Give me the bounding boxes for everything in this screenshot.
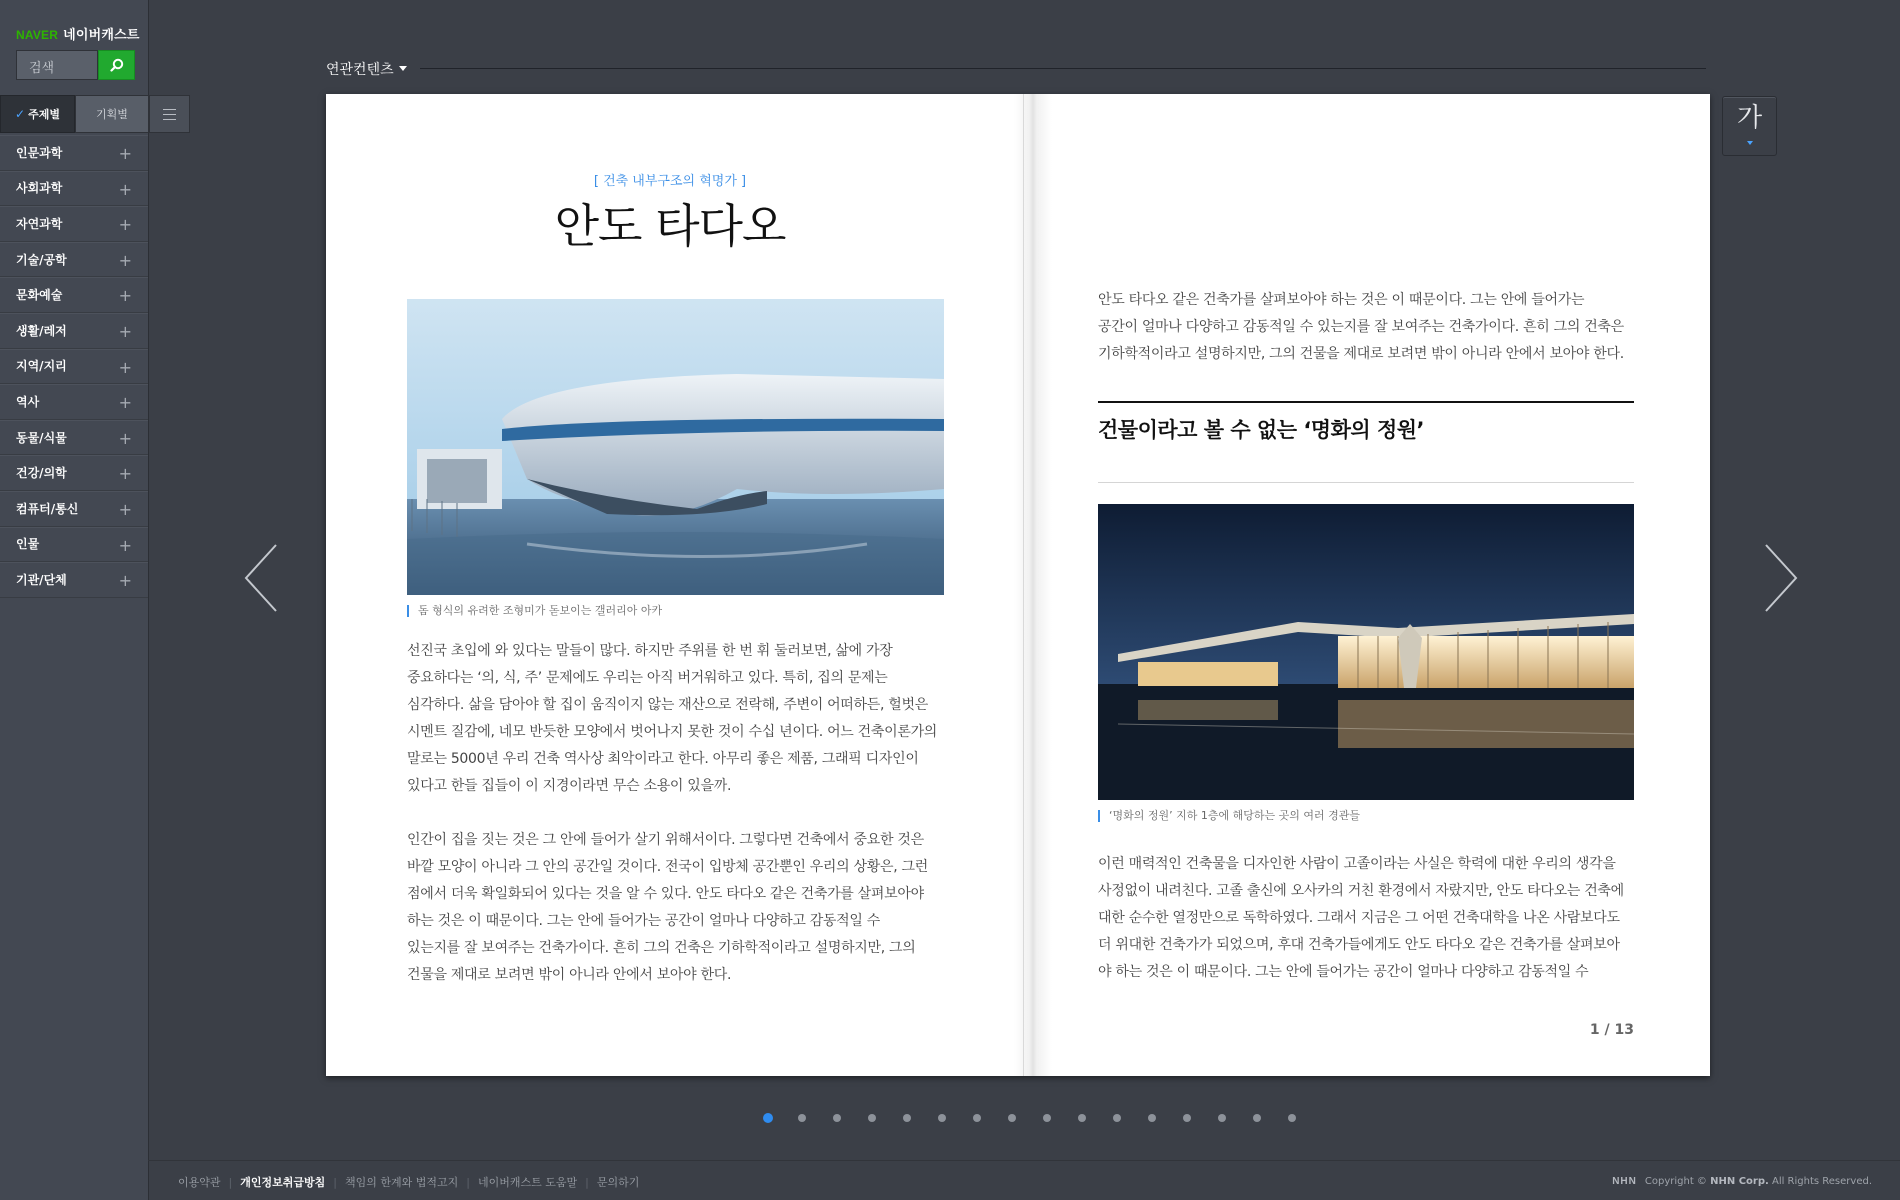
text-line: 공간이 얼마나 다양하고 감동적일 수 있는지를 잘 보여주는 건축가이다. 흔히 그의 건축은 <box>1098 319 1624 335</box>
copyright-company: NHN Corp. <box>1710 1176 1769 1187</box>
logo-brand: NAVER <box>16 28 59 42</box>
sidebar-category-label: 지역/지리 <box>16 359 67 374</box>
text-line: 더 위대한 건축가가 되었으며, 후대 건축가들에게도 안도 타다오 같은 건축가를 살펴보아 <box>1098 937 1620 953</box>
page-dot[interactable] <box>973 1114 981 1122</box>
text-line: 있다고 한들 집들이 이 지경이라면 무슨 소용이 있을까. <box>407 778 732 794</box>
copyright-rights: All Rights Reserved. <box>1768 1176 1872 1187</box>
page-dot[interactable] <box>868 1114 876 1122</box>
expand-plus-icon[interactable]: + <box>118 393 132 413</box>
text-line: 하는 것은 이 때문이다. 그는 안에 들어가는 공간이 얼마나 다양하고 감동적일 수 <box>407 913 880 929</box>
page-dot[interactable] <box>1078 1114 1086 1122</box>
sidebar-category-label: 역사 <box>16 394 40 409</box>
section-heading: 건물이라고 볼 수 없는 ‘명화의 정원’ <box>1098 418 1425 442</box>
copyright <box>1612 1176 1872 1187</box>
text-line: 중요하다는 ‘의, 식, 주’ 문제에도 우리는 아직 버거워하고 있다. 특히, 집의 문제는 <box>407 670 888 686</box>
footer-links <box>178 1174 639 1190</box>
footer-divider <box>148 1160 1900 1161</box>
text-line: 안도 타다오 같은 건축가를 살펴보아야 하는 것은 이 때문이다. 그는 안에 들어가는 <box>1098 292 1585 308</box>
sidebar <box>0 0 149 1200</box>
article-book <box>326 94 1710 1076</box>
expand-plus-icon[interactable]: + <box>118 357 132 377</box>
sidebar-category-label: 인문과학 <box>16 145 63 160</box>
footer-link[interactable]: 문의하기 <box>596 1176 640 1189</box>
sidebar-category-label: 동물/식물 <box>16 430 67 445</box>
sidebar-category-item[interactable] <box>0 527 148 563</box>
right-paragraph-2 <box>1098 851 1658 986</box>
expand-plus-icon[interactable]: + <box>118 286 132 306</box>
text-line: 시멘트 질감에, 네모 반듯한 모양에서 벗어나지 못한 것이 수십 년이다. 어느 건축이론가의 <box>407 724 938 740</box>
footer-separator: | <box>333 1176 337 1189</box>
page-dot[interactable] <box>1043 1114 1051 1122</box>
page-dot[interactable] <box>1113 1114 1121 1122</box>
expand-plus-icon[interactable]: + <box>118 179 132 199</box>
article-kicker: [ 건축 내부구조의 혁명가 ] <box>593 174 747 189</box>
expand-plus-icon[interactable]: + <box>118 428 132 448</box>
heading-top-rule <box>1098 401 1634 403</box>
caret-down-icon <box>1747 141 1753 145</box>
right-image-caption: ‘명화의 정원’ 지하 1층에 해당하는 곳의 여러 경관들 <box>1098 810 1360 822</box>
text-line: 선진국 초입에 와 있다는 말들이 많다. 하지만 주위를 한 번 휘 둘러보면, 삶에 가장 <box>407 643 893 659</box>
sidebar-category-label: 기술/공학 <box>16 252 67 267</box>
building-image <box>407 299 944 595</box>
right-paragraph-1 <box>1098 287 1658 368</box>
footer-link[interactable]: 개인정보취급방침 <box>240 1176 326 1189</box>
expand-plus-icon[interactable]: + <box>118 215 132 235</box>
logo-name: 네이버캐스트 <box>63 28 140 43</box>
text-line: 점에서 더욱 확일화되어 있다는 것을 알 수 있다. 안도 타다오 같은 건축가를 살펴보아야 <box>407 886 924 902</box>
sidebar-category-label: 생활/레저 <box>16 323 67 338</box>
footer-separator: | <box>585 1176 589 1189</box>
page-dot[interactable] <box>903 1114 911 1122</box>
footer-separator: | <box>228 1176 233 1189</box>
sidebar-category-item[interactable] <box>0 491 148 527</box>
naver-cast-logo[interactable] <box>16 24 140 43</box>
article-title: 안도 타다오 <box>554 199 786 253</box>
expand-plus-icon[interactable]: + <box>118 250 132 270</box>
sidebar-category-item[interactable] <box>0 277 148 313</box>
text-line: 사정없이 내려친다. 고졸 출신에 오사카의 거친 환경에서 자랐지만, 안도 타다오는 건축에 <box>1098 883 1624 899</box>
page-dot[interactable] <box>798 1114 806 1122</box>
divider <box>420 68 1706 69</box>
copyright-prefix: Copyright © <box>1644 1176 1711 1187</box>
sidebar-category-item[interactable] <box>0 171 148 207</box>
garden-photo <box>1098 504 1634 800</box>
category-list <box>0 135 148 598</box>
page-dot[interactable] <box>1148 1114 1156 1122</box>
galleria-photo <box>407 299 944 595</box>
sidebar-category-item[interactable] <box>0 206 148 242</box>
left-paragraph-2 <box>407 827 967 989</box>
page-number: 1 / 13 <box>1589 1022 1634 1038</box>
page-dot[interactable] <box>833 1114 841 1122</box>
footer-separator: | <box>466 1176 470 1189</box>
font-size-label: 가 <box>1736 103 1763 133</box>
search-input[interactable]: 검색 <box>16 50 98 80</box>
menu-button[interactable] <box>149 95 190 133</box>
night-building-image <box>1098 504 1634 800</box>
sidebar-category-item[interactable] <box>0 242 148 278</box>
sidebar-category-label: 기관/단체 <box>16 572 67 587</box>
left-paragraph-1 <box>407 638 967 800</box>
text-line: 건물을 제대로 보려면 밖이 아니라 안에서 보아야 한다. <box>407 967 732 983</box>
next-page-arrow-icon[interactable] <box>1760 543 1800 613</box>
sidebar-category-label: 컴퓨터/통신 <box>16 501 79 516</box>
sidebar-category-label: 인물 <box>16 537 40 552</box>
expand-plus-icon[interactable]: + <box>118 144 132 163</box>
caret-down-icon[interactable] <box>399 66 407 71</box>
sidebar-category-item[interactable] <box>0 384 148 420</box>
search-button[interactable] <box>98 50 135 80</box>
text-line: 이런 매력적인 건축물을 디자인한 사람이 고졸이라는 사실은 학력에 대한 우리의 생각을 <box>1098 856 1616 872</box>
text-line: 야 하는 것은 이 때문이다. 그는 안에 들어가는 공간이 얼마나 다양하고 감동적일 수 <box>1098 964 1589 980</box>
sidebar-category-item[interactable] <box>0 455 148 491</box>
tab-plan[interactable] <box>75 95 149 133</box>
page-dot[interactable] <box>1008 1114 1016 1122</box>
text-line: 심각하다. 삶을 담아야 할 집이 움직이지 않는 재산으로 전락해, 주변이 어떠하든, 헐벗은 <box>407 697 928 713</box>
text-line: 대한 순수한 열정만으로 독학하였다. 그래서 지금은 그 어떤 건축대학을 나온 사람보다도 <box>1098 910 1620 926</box>
expand-plus-icon[interactable]: + <box>118 535 132 555</box>
tab-plan-label: 기획별 <box>96 108 128 121</box>
sidebar-category-label: 문화예술 <box>16 288 63 303</box>
text-line: 있는지를 잘 보여주는 건축가이다. 흔히 그의 건축은 기하학적이라고 설명하지만, 그의 <box>407 940 916 956</box>
sidebar-category-item[interactable] <box>0 420 148 456</box>
page-dot[interactable] <box>1218 1114 1226 1122</box>
expand-plus-icon[interactable]: + <box>118 464 132 484</box>
category-tabs <box>0 95 190 133</box>
related-content-toggle[interactable]: 연관컨텐츠 <box>326 62 394 78</box>
page-dot[interactable] <box>1288 1114 1296 1122</box>
book-spine <box>1023 94 1024 1076</box>
text-line: 바깥 모양이 아니라 그 안의 공간일 것이다. 전국이 입방체 공간뿐인 우리의 상황은, 그런 <box>407 859 928 875</box>
page-dot[interactable] <box>1253 1114 1261 1122</box>
tab-theme[interactable] <box>0 95 75 133</box>
text-line: 말로는 5000년 우리 건축 역사상 최악이라고 한다. 아무리 좋은 제품, 그래픽 디자인이 <box>407 751 919 767</box>
sidebar-category-item[interactable] <box>0 313 148 349</box>
sidebar-category-item[interactable] <box>0 349 148 385</box>
expand-plus-icon[interactable]: + <box>118 499 132 519</box>
page-dot[interactable] <box>1183 1114 1191 1122</box>
nhn-logo: NHN <box>1612 1176 1637 1187</box>
footer-link[interactable]: 네이버캐스트 도움말 <box>477 1176 578 1189</box>
book-gutter <box>1014 94 1052 1076</box>
sidebar-category-item[interactable] <box>0 135 148 171</box>
left-image-caption: 돔 형식의 유려한 조형미가 돋보이는 갤러리아 아카 <box>407 605 662 617</box>
font-size-button[interactable] <box>1722 96 1777 156</box>
page-dot[interactable] <box>938 1114 946 1122</box>
sidebar-category-label: 자연과학 <box>16 216 63 231</box>
sidebar-category-label: 사회과학 <box>16 181 63 196</box>
search-icon <box>110 58 124 72</box>
text-line: 인간이 집을 짓는 것은 그 안에 들어가 살기 위해서이다. 그렇다면 건축에서 중요한 것은 <box>407 832 924 848</box>
sidebar-category-label: 건강/의학 <box>16 466 67 481</box>
expand-plus-icon[interactable]: + <box>118 321 132 341</box>
check-icon: ✓ <box>15 107 26 121</box>
previous-page-arrow-icon[interactable] <box>242 543 282 613</box>
page-dot[interactable] <box>763 1113 773 1123</box>
footer-link[interactable]: 책임의 한계와 법적고지 <box>344 1176 459 1189</box>
hamburger-menu-icon <box>163 109 176 120</box>
footer-link[interactable]: 이용약관 <box>178 1176 221 1189</box>
text-line: 기하학적이라고 설명하지만, 그의 건물을 제대로 보려면 밖이 아니라 안에서 보아야 한다. <box>1098 346 1624 362</box>
tab-theme-label: 주제별 <box>28 108 60 121</box>
heading-bottom-rule <box>1098 482 1634 483</box>
sidebar-category-item[interactable] <box>0 562 148 598</box>
expand-plus-icon[interactable]: + <box>118 571 132 591</box>
